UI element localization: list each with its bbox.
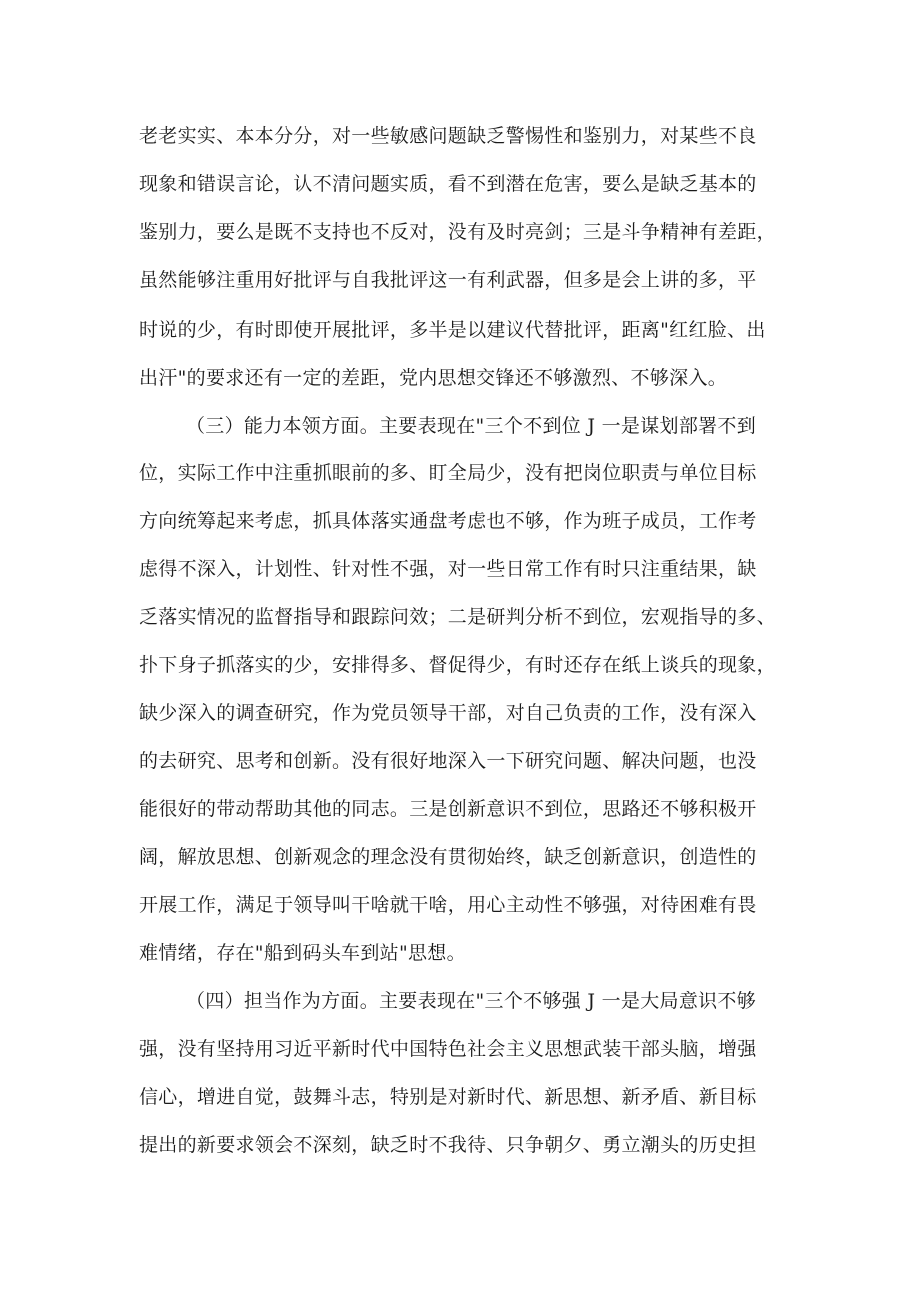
paragraph-line: 虽然能够注重用好批评与自我批评这一有利武器，但多是会上讲的多，平 (139, 269, 757, 291)
paragraph-line: 方向统筹起来考虑，抓具体落实通盘考虑也不够，作为班子成员，工作考 (139, 510, 757, 532)
paragraph-line: 虑得不深入，计划性、针对性不强，对一些日常工作有时只注重结果，缺 (139, 558, 757, 580)
paragraph-line: 鉴别力，要么是既不支持也不反对，没有及时亮剑；三是斗争精神有差距， (139, 221, 776, 243)
paragraph-line: 乏落实情况的监督指导和跟踪问效；二是研判分析不到位，宏观指导的多、 (139, 606, 776, 628)
paragraph-line: 缺少深入的调查研究，作为党员领导干部，对自己负责的工作，没有深入 (139, 702, 757, 724)
paragraph-line: 老老实实、本本分分，对一些敏感问题缺乏警惕性和鉴别力，对某些不良 (139, 125, 757, 147)
paragraph-line: 位，实际工作中注重抓眼前的多、盯全局少，没有把岗位职责与单位目标 (139, 462, 757, 484)
paragraph-line: 阔，解放思想、创新观念的理念没有贯彻始终，缺乏创新意识，创造性的 (139, 846, 757, 868)
paragraph-line: 时说的少，有时即使开展批评，多半是以建议代替批评，距离"红红脸、出 (139, 319, 766, 341)
paragraph-line: 信心，增进自觉，鼓舞斗志，特别是对新时代、新思想、新矛盾、新目标 (139, 1086, 757, 1108)
paragraph-line: 开展工作，满足于领导叫干啥就干啥，用心主动性不够强，对待困难有畏 (139, 894, 757, 916)
paragraph-line: 出汗"的要求还有一定的差距，党内思想交锋还不够激烈、不够深入。 (139, 367, 728, 389)
paragraph-line: 难情绪，存在"船到码头车到站"思想。 (139, 942, 466, 964)
section-three-heading-line: （三）能力本领方面。主要表现在"三个不到位 J 一是谋划部署不到 (186, 415, 757, 437)
paragraph-line: 能很好的带动帮助其他的同志。三是创新意识不到位，思路还不够积极开 (139, 798, 757, 820)
section-four-heading-line: （四）担当作为方面。主要表现在"三个不够强 J 一是大局意识不够 (186, 990, 757, 1012)
paragraph-line: 强，没有坚持用习近平新时代中国特色社会主义思想武装干部头脑，增强 (139, 1038, 757, 1060)
paragraph-line: 扑下身子抓落实的少，安排得多、督促得少，有时还存在纸上谈兵的现象， (139, 654, 776, 676)
paragraph-line: 提出的新要求领会不深刻，缺乏时不我待、只争朝夕、勇立潮头的历史担 (139, 1134, 757, 1156)
paragraph-line: 的去研究、思考和创新。没有很好地深入一下研究问题、解决问题，也没 (139, 750, 757, 772)
paragraph-line: 现象和错误言论，认不清问题实质，看不到潜在危害，要么是缺乏基本的 (139, 173, 757, 195)
